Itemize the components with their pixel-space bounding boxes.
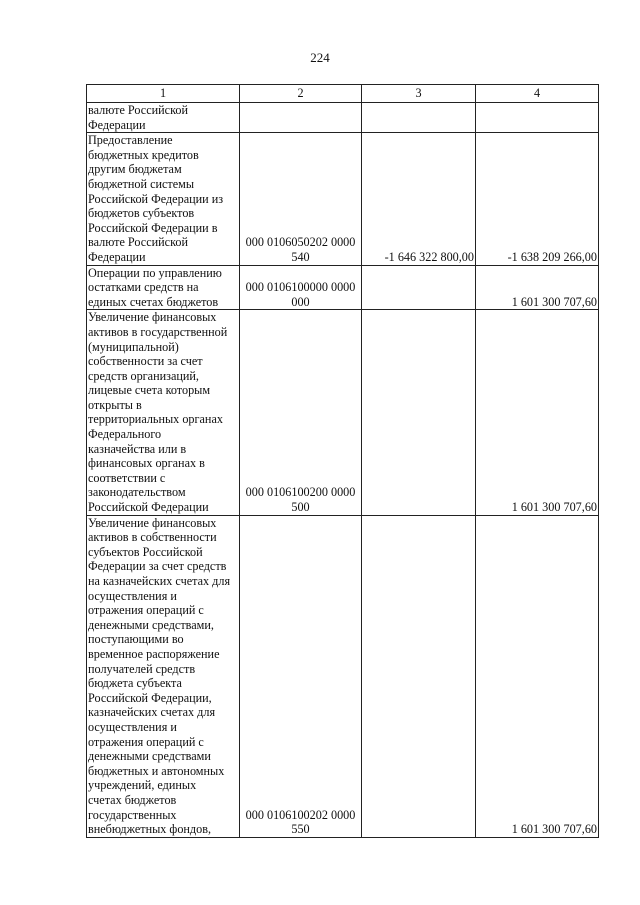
row-code: 000 0106100000 0000 000 (240, 265, 362, 310)
row-col4 (476, 103, 599, 133)
row-col4: -1 638 209 266,00 (476, 133, 599, 265)
header-row (87, 85, 599, 103)
row-col3 (362, 310, 476, 515)
header-col-4: 4 (476, 85, 599, 103)
row-code (240, 103, 362, 133)
row-col4: 1 601 300 707,60 (476, 310, 599, 515)
header-col-3: 3 (362, 85, 476, 103)
row-name: Операции по управлению остатками средств на единых счетах бюджетов (87, 265, 240, 310)
row-col3 (362, 515, 476, 837)
row-name: Увеличение финансовых активов в собственности субъектов Российской Федерации за счет средств на казначейских счетах для осуществления и отражения операций с денежными средствами, поступающими во временное распоряжение получателей средств бюджета субъекта Российской Федерации, казначейских счетах для осуществления и отражения операций с денежными средствами бюджетных и автономных учреждений, единых счетах бюджетов государственных внебюджетных фондов, (87, 515, 240, 837)
page-number: 224 (310, 50, 330, 65)
row-col4: 1 601 300 707,60 (476, 515, 599, 837)
row-name: Предоставление бюджетных кредитов другим бюджетам бюджетной системы Российской Федерации из бюджетов субъектов Российской Федерации в валюте Российской Федерации (87, 133, 240, 265)
row-code: 000 0106100200 0000 500 (240, 310, 362, 515)
table-row (87, 310, 599, 515)
header-col-1: 1 (87, 85, 240, 103)
table-row (87, 265, 599, 310)
table-row (87, 103, 599, 133)
row-col3 (362, 265, 476, 310)
row-code: 000 0106050202 0000 540 (240, 133, 362, 265)
row-col3 (362, 103, 476, 133)
table-row (87, 515, 599, 837)
table-row (87, 133, 599, 265)
sources-of-financing-table (86, 84, 599, 838)
row-col4: 1 601 300 707,60 (476, 265, 599, 310)
row-name: Увеличение финансовых активов в государственной (муниципальной) собственности за счет средств организаций, лицевые счета которым открыты в территориальных органах Федерального казначейства или в финансовых органах в соответствии с законодательством Российской Федерации (87, 310, 240, 515)
row-col3: -1 646 322 800,00 (362, 133, 476, 265)
row-name: валюте Российской Федерации (87, 103, 240, 133)
row-code: 000 0106100202 0000 550 (240, 515, 362, 837)
header-col-2: 2 (240, 85, 362, 103)
